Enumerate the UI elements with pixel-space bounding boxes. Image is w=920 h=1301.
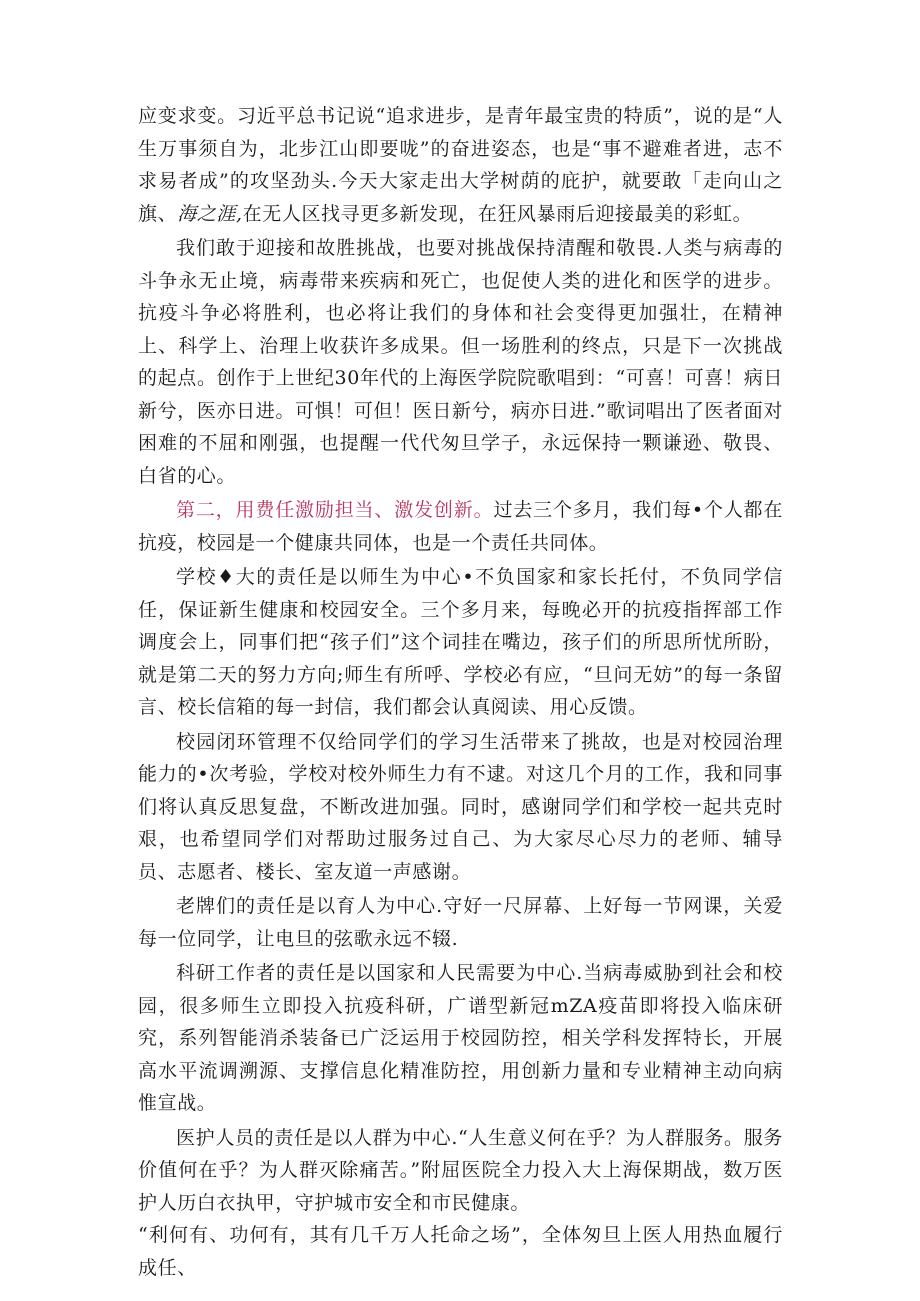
paragraph-9-text: “利何有、功何有，其有几千万人托命之场”，全体匆旦上医人用热血履行成任、 [138, 1224, 783, 1279]
paragraph-1-italic-phrase: 海之涯, [177, 202, 243, 225]
paragraph-2 [138, 232, 783, 492]
paragraph-1-text-end: 在无人区找寻更多新发现，在狂风暴雨后迎接最美的彩虹。 [242, 202, 753, 225]
paragraph-7 [138, 957, 783, 1120]
paragraph-8 [138, 1122, 783, 1220]
document-page [138, 100, 783, 1284]
paragraph-5 [138, 726, 783, 889]
paragraph-6 [138, 890, 783, 955]
paragraph-1 [138, 100, 783, 230]
paragraph-1-text: 应变求变。习近平总书记说“追求进步，是青年最宝贵的特质”，说的是“人生万事须自为，北步江山即要咙”的奋进姿态，也是“事不避难者进，志不求易者成”的攻坚劲头.今天大家走出大学树荫的庇护，就要敢「走向山之旗、 [138, 105, 783, 225]
paragraph-2-text: 我们敢于迎接和故胜挑战，也要对挑战保持清醒和敬畏.人类与病毒的斗争永无止境，病毒带来疾病和死亡，也促使人类的进化和医学的进步。抗疫斗争必将胜利，也必将让我们的身体和社会变得更加强壮，在精神上、科学上、治理上收获许多成果。但一场胜利的终点，只是下一次挑战的起点。创作于上世纪30年代的上海医学院院歌唱到：“可喜！可喜！病日新兮，医亦日进。可惧！可但！医日新兮，病亦日进.”歌词唱出了医者面对困难的不屈和刚强，也提醒一代代匆旦学子，永远保持一颗谦逊、敬畏、白省的心。 [138, 237, 783, 487]
section-heading-second: 第二，用费任激励担当、激发创新。 [176, 499, 494, 521]
paragraph-4-text: 学校♦大的责任是以师生为中心•不负国家和家长托付，不负同学信任，保证新生健康和校园安全。三个多月来，每晚必开的抗疫指挥部工作调度会上，同事们把“孩子们”这个词挂在嘴边，孩子们的所思所忧所盼，就是第二天的努力方向;师生有所呼、学校必有应，“旦问无妨”的每一条留言、校长信箱的每一封信，我们都会认真阅读、用心反馈。 [138, 566, 783, 718]
paragraph-8-text: 医护人员的责任是以人群为中心.“人生意义何在乎？为人群服务。服务价值何在乎？为人群灭除痛苦。”附屈医院全力投入大上海保期战，数万医护人历白衣执甲，守护城市安全和市民健康。 [138, 1126, 783, 1214]
paragraph-7-text: 科研工作者的责任是以国家和人民需要为中心.当病毒威胁到社会和校园，很多师生立即投入抗疫科研，广谱型新冠mZA疫苗即将投入临床研究，系列智能消杀装备已广泛运用于校园防控，相关学科发挥特长，开展高水平流调溯源、支撑信息化精准防控，用创新力量和专业精神主动向病惟宣战。 [138, 962, 783, 1114]
paragraph-5-text: 校园闭环管理不仅给同学们的学习生活带来了挑故，也是对校园治理能力的•次考验，学校对校外师生力有不逮。对这几个月的工作，我和同事们将认真反思复盘，不断改进加强。同时，感谢同学们和学校一起共克时艰，也希望同学们对帮助过服务过自己、为大家尽心尽力的老师、辅导员、志愿者、楼长、室友道一声感谢。 [138, 730, 783, 883]
paragraph-6-text: 老牌们的责任是以育人为中心.守好一尺屏幕、上好每一节网课，关爱每一位同学，让电旦的弦歌永远不辍. [138, 895, 783, 950]
paragraph-3 [138, 494, 783, 559]
paragraph-9 [138, 1219, 783, 1284]
paragraph-3-text: 过去三个多月，我们每•个人都在抗疫，校园是一个健康共同体，也是一个责任共同体。 [138, 499, 783, 554]
paragraph-4 [138, 561, 783, 724]
